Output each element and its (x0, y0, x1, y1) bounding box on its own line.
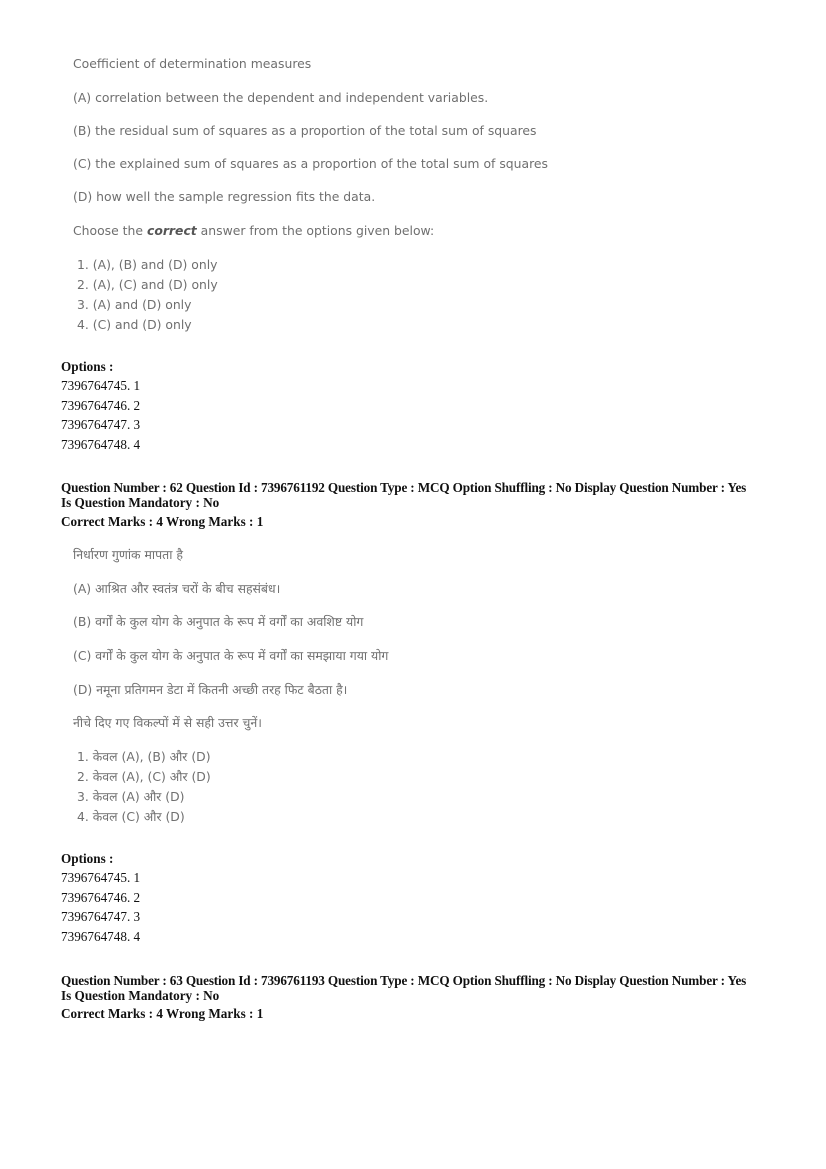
option-item: 7396764748. 4 (61, 437, 141, 452)
option-item: 7396764748. 4 (61, 929, 141, 944)
statement-b: (B) वर्गों के कुल योग के अनुपात के रूप में वर्गों का अवशिष्ट योग (73, 614, 364, 629)
question-62-header: Question Number : 62 Question Id : 7396761192 Question Type : MCQ Option Shuffling : No Display Question Number : Yes (61, 480, 747, 495)
statement-a: (A) आश्रित और स्वतंत्र चरों के बीच सहसंबंध। (73, 581, 281, 596)
question-stem: Coefficient of determination measures (73, 56, 312, 71)
statement-c: (C) the explained sum of squares as a proportion of the total sum of squares (73, 156, 548, 171)
choose-instruction: Choose the correct answer from the options given below: (73, 223, 435, 238)
statement-a: (A) correlation between the dependent and independent variables. (73, 90, 489, 105)
options-label: Options : (61, 359, 114, 374)
statement-d: (D) how well the sample regression fits the data. (73, 189, 376, 204)
statement-d: (D) नमूना प्रतिगमन डेटा में कितनी अच्छी तरह फिट बैठता है। (73, 682, 348, 697)
choice-3: 3. केवल (A) और (D) (77, 789, 185, 804)
question-62-mandatory: Is Question Mandatory : No (61, 495, 220, 510)
choice-1: 1. (A), (B) and (D) only (77, 257, 218, 272)
options-label: Options : (61, 851, 114, 866)
option-item: 7396764747. 3 (61, 417, 141, 432)
question-62-marks: Correct Marks : 4 Wrong Marks : 1 (61, 514, 264, 529)
choice-2: 2. केवल (A), (C) और (D) (77, 769, 211, 784)
choice-2: 2. (A), (C) and (D) only (77, 277, 218, 292)
choice-1: 1. केवल (A), (B) और (D) (77, 749, 211, 764)
choice-4: 4. (C) and (D) only (77, 317, 192, 332)
question-63-mandatory: Is Question Mandatory : No (61, 988, 220, 1003)
option-item: 7396764746. 2 (61, 398, 141, 413)
option-item: 7396764745. 1 (61, 378, 141, 393)
statement-b: (B) the residual sum of squares as a proportion of the total sum of squares (73, 123, 537, 138)
emphasis-correct: correct (146, 223, 197, 238)
choose-instruction: नीचे दिए गए विकल्पों में से सही उत्तर चुनें। (73, 715, 262, 730)
choice-3: 3. (A) and (D) only (77, 297, 192, 312)
choice-4: 4. केवल (C) और (D) (77, 809, 185, 824)
question-63-header: Question Number : 63 Question Id : 7396761193 Question Type : MCQ Option Shuffling : No Display Question Number : Yes (61, 973, 747, 988)
question-stem: निर्धारण गुणांक मापता है (73, 547, 183, 562)
option-item: 7396764746. 2 (61, 890, 141, 905)
option-item: 7396764745. 1 (61, 870, 141, 885)
question-63-marks: Correct Marks : 4 Wrong Marks : 1 (61, 1006, 264, 1021)
option-item: 7396764747. 3 (61, 909, 141, 924)
statement-c: (C) वर्गों के कुल योग के अनुपात के रूप में वर्गों का समझाया गया योग (73, 648, 389, 663)
